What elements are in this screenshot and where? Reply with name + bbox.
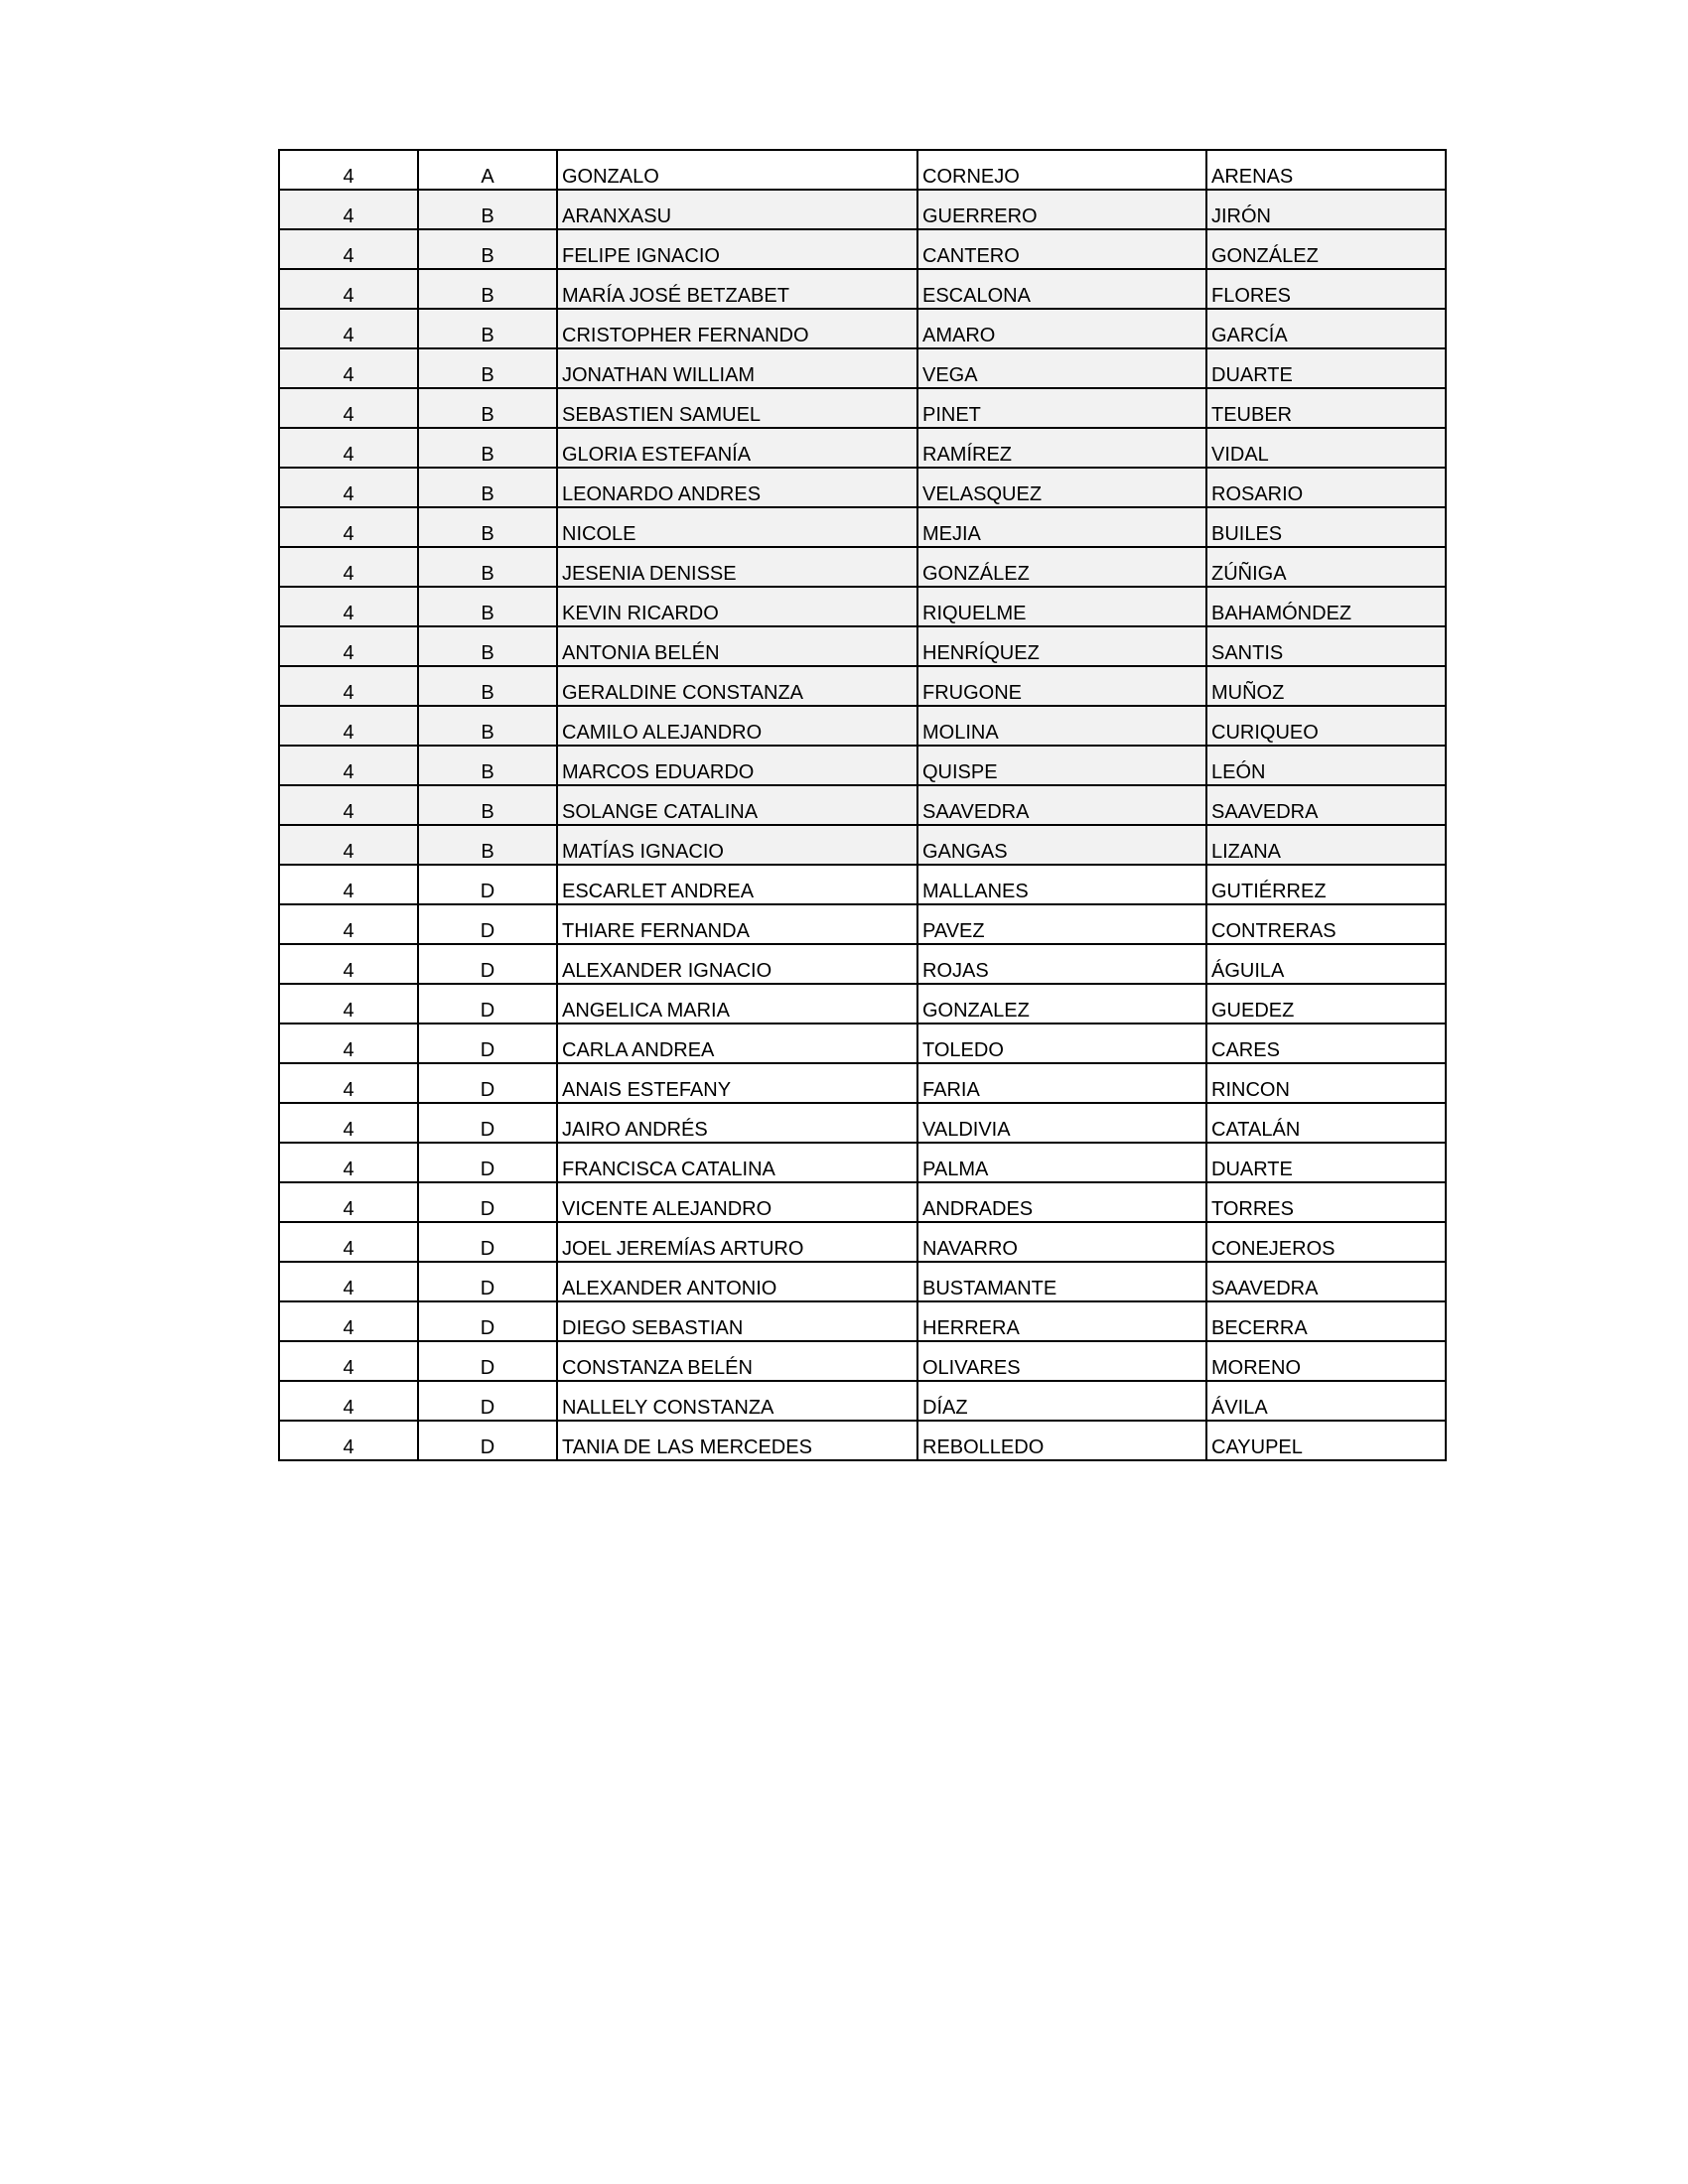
maternal-surname-cell: SAAVEDRA — [1206, 1262, 1446, 1301]
section-cell: B — [418, 547, 557, 587]
first-names-cell: SOLANGE CATALINA — [557, 785, 917, 825]
section-cell: D — [418, 1222, 557, 1262]
paternal-surname-cell: HERRERA — [917, 1301, 1206, 1341]
paternal-surname-cell: HENRÍQUEZ — [917, 626, 1206, 666]
table-row — [279, 944, 1446, 984]
maternal-surname-cell: CONTRERAS — [1206, 904, 1446, 944]
grade-cell: 4 — [279, 1421, 418, 1460]
first-names-cell: CRISTOPHER FERNANDO — [557, 309, 917, 348]
first-names-cell: ANAIS ESTEFANY — [557, 1063, 917, 1103]
maternal-surname-cell: CONEJEROS — [1206, 1222, 1446, 1262]
paternal-surname-cell: AMARO — [917, 309, 1206, 348]
paternal-surname-cell: VALDIVIA — [917, 1103, 1206, 1143]
paternal-surname-cell: ROJAS — [917, 944, 1206, 984]
section-cell: B — [418, 666, 557, 706]
first-names-cell: ANGELICA MARIA — [557, 984, 917, 1024]
grade-cell: 4 — [279, 944, 418, 984]
maternal-surname-cell: CARES — [1206, 1024, 1446, 1063]
table-row — [279, 904, 1446, 944]
grade-cell: 4 — [279, 785, 418, 825]
maternal-surname-cell: LIZANA — [1206, 825, 1446, 865]
table-row — [279, 1421, 1446, 1460]
maternal-surname-cell: CAYUPEL — [1206, 1421, 1446, 1460]
maternal-surname-cell: GONZÁLEZ — [1206, 229, 1446, 269]
table-row — [279, 706, 1446, 746]
grade-cell: 4 — [279, 825, 418, 865]
section-cell: B — [418, 468, 557, 507]
table-row — [279, 1341, 1446, 1381]
student-roster-table — [278, 149, 1447, 1461]
grade-cell: 4 — [279, 309, 418, 348]
paternal-surname-cell: FRUGONE — [917, 666, 1206, 706]
section-cell: D — [418, 865, 557, 904]
paternal-surname-cell: MALLANES — [917, 865, 1206, 904]
grade-cell: 4 — [279, 547, 418, 587]
section-cell: B — [418, 229, 557, 269]
maternal-surname-cell: LEÓN — [1206, 746, 1446, 785]
table-row — [279, 428, 1446, 468]
table-row — [279, 1262, 1446, 1301]
table-row — [279, 865, 1446, 904]
section-cell: B — [418, 706, 557, 746]
maternal-surname-cell: BAHAMÓNDEZ — [1206, 587, 1446, 626]
table-row — [279, 1024, 1446, 1063]
table-row — [279, 507, 1446, 547]
grade-cell: 4 — [279, 190, 418, 229]
maternal-surname-cell: MORENO — [1206, 1341, 1446, 1381]
first-names-cell: TANIA DE LAS MERCEDES — [557, 1421, 917, 1460]
section-cell: B — [418, 269, 557, 309]
table-row — [279, 1103, 1446, 1143]
section-cell: D — [418, 1063, 557, 1103]
first-names-cell: FRANCISCA CATALINA — [557, 1143, 917, 1182]
grade-cell: 4 — [279, 1381, 418, 1421]
grade-cell: 4 — [279, 1182, 418, 1222]
first-names-cell: CONSTANZA BELÉN — [557, 1341, 917, 1381]
first-names-cell: GLORIA ESTEFANÍA — [557, 428, 917, 468]
maternal-surname-cell: RINCON — [1206, 1063, 1446, 1103]
maternal-surname-cell: ZÚÑIGA — [1206, 547, 1446, 587]
maternal-surname-cell: BUILES — [1206, 507, 1446, 547]
first-names-cell: JONATHAN WILLIAM — [557, 348, 917, 388]
paternal-surname-cell: BUSTAMANTE — [917, 1262, 1206, 1301]
section-cell: D — [418, 944, 557, 984]
grade-cell: 4 — [279, 666, 418, 706]
table-row — [279, 984, 1446, 1024]
grade-cell: 4 — [279, 904, 418, 944]
table-row — [279, 1143, 1446, 1182]
table-row — [279, 468, 1446, 507]
first-names-cell: ALEXANDER ANTONIO — [557, 1262, 917, 1301]
first-names-cell: ESCARLET ANDREA — [557, 865, 917, 904]
table-row — [279, 785, 1446, 825]
paternal-surname-cell: NAVARRO — [917, 1222, 1206, 1262]
maternal-surname-cell: GARCÍA — [1206, 309, 1446, 348]
paternal-surname-cell: DÍAZ — [917, 1381, 1206, 1421]
section-cell: D — [418, 1024, 557, 1063]
grade-cell: 4 — [279, 150, 418, 190]
paternal-surname-cell: RAMÍREZ — [917, 428, 1206, 468]
paternal-surname-cell: MEJIA — [917, 507, 1206, 547]
grade-cell: 4 — [279, 1341, 418, 1381]
section-cell: B — [418, 825, 557, 865]
grade-cell: 4 — [279, 706, 418, 746]
first-names-cell: NALLELY CONSTANZA — [557, 1381, 917, 1421]
grade-cell: 4 — [279, 865, 418, 904]
maternal-surname-cell: BECERRA — [1206, 1301, 1446, 1341]
first-names-cell: DIEGO SEBASTIAN — [557, 1301, 917, 1341]
maternal-surname-cell: ROSARIO — [1206, 468, 1446, 507]
table-row — [279, 150, 1446, 190]
table-row — [279, 666, 1446, 706]
maternal-surname-cell: FLORES — [1206, 269, 1446, 309]
maternal-surname-cell: GUEDEZ — [1206, 984, 1446, 1024]
section-cell: D — [418, 1421, 557, 1460]
paternal-surname-cell: GUERRERO — [917, 190, 1206, 229]
paternal-surname-cell: ESCALONA — [917, 269, 1206, 309]
first-names-cell: JAIRO ANDRÉS — [557, 1103, 917, 1143]
section-cell: D — [418, 1103, 557, 1143]
first-names-cell: ANTONIA BELÉN — [557, 626, 917, 666]
paternal-surname-cell: PAVEZ — [917, 904, 1206, 944]
paternal-surname-cell: TOLEDO — [917, 1024, 1206, 1063]
paternal-surname-cell: GANGAS — [917, 825, 1206, 865]
section-cell: B — [418, 507, 557, 547]
maternal-surname-cell: ÁVILA — [1206, 1381, 1446, 1421]
grade-cell: 4 — [279, 229, 418, 269]
table-row — [279, 1301, 1446, 1341]
first-names-cell: GONZALO — [557, 150, 917, 190]
grade-cell: 4 — [279, 626, 418, 666]
first-names-cell: VICENTE ALEJANDRO — [557, 1182, 917, 1222]
section-cell: D — [418, 1182, 557, 1222]
grade-cell: 4 — [279, 984, 418, 1024]
maternal-surname-cell: TORRES — [1206, 1182, 1446, 1222]
paternal-surname-cell: QUISPE — [917, 746, 1206, 785]
grade-cell: 4 — [279, 428, 418, 468]
grade-cell: 4 — [279, 1143, 418, 1182]
section-cell: A — [418, 150, 557, 190]
maternal-surname-cell: CATALÁN — [1206, 1103, 1446, 1143]
paternal-surname-cell: VEGA — [917, 348, 1206, 388]
paternal-surname-cell: MOLINA — [917, 706, 1206, 746]
section-cell: B — [418, 746, 557, 785]
section-cell: B — [418, 428, 557, 468]
first-names-cell: JOEL JEREMÍAS ARTURO — [557, 1222, 917, 1262]
section-cell: D — [418, 1381, 557, 1421]
grade-cell: 4 — [279, 468, 418, 507]
paternal-surname-cell: VELASQUEZ — [917, 468, 1206, 507]
grade-cell: 4 — [279, 269, 418, 309]
first-names-cell: MARÍA JOSÉ BETZABET — [557, 269, 917, 309]
table-row — [279, 309, 1446, 348]
grade-cell: 4 — [279, 1222, 418, 1262]
paternal-surname-cell: GONZÁLEZ — [917, 547, 1206, 587]
paternal-surname-cell: RIQUELME — [917, 587, 1206, 626]
maternal-surname-cell: MUÑOZ — [1206, 666, 1446, 706]
paternal-surname-cell: GONZALEZ — [917, 984, 1206, 1024]
table-row — [279, 1182, 1446, 1222]
paternal-surname-cell: ANDRADES — [917, 1182, 1206, 1222]
grade-cell: 4 — [279, 388, 418, 428]
section-cell: B — [418, 388, 557, 428]
table-row — [279, 388, 1446, 428]
table-row — [279, 626, 1446, 666]
maternal-surname-cell: JIRÓN — [1206, 190, 1446, 229]
maternal-surname-cell: CURIQUEO — [1206, 706, 1446, 746]
maternal-surname-cell: TEUBER — [1206, 388, 1446, 428]
section-cell: D — [418, 1301, 557, 1341]
table-row — [279, 1381, 1446, 1421]
table-row — [279, 587, 1446, 626]
first-names-cell: SEBASTIEN SAMUEL — [557, 388, 917, 428]
section-cell: B — [418, 626, 557, 666]
maternal-surname-cell: DUARTE — [1206, 348, 1446, 388]
paternal-surname-cell: PINET — [917, 388, 1206, 428]
paternal-surname-cell: PALMA — [917, 1143, 1206, 1182]
maternal-surname-cell: GUTIÉRREZ — [1206, 865, 1446, 904]
table-row — [279, 1063, 1446, 1103]
table-row — [279, 348, 1446, 388]
first-names-cell: LEONARDO ANDRES — [557, 468, 917, 507]
maternal-surname-cell: DUARTE — [1206, 1143, 1446, 1182]
table-row — [279, 746, 1446, 785]
table-row — [279, 1222, 1446, 1262]
section-cell: D — [418, 904, 557, 944]
first-names-cell: CAMILO ALEJANDRO — [557, 706, 917, 746]
table-row — [279, 825, 1446, 865]
grade-cell: 4 — [279, 746, 418, 785]
maternal-surname-cell: ÁGUILA — [1206, 944, 1446, 984]
paternal-surname-cell: CANTERO — [917, 229, 1206, 269]
section-cell: B — [418, 348, 557, 388]
section-cell: B — [418, 587, 557, 626]
section-cell: B — [418, 785, 557, 825]
section-cell: B — [418, 190, 557, 229]
grade-cell: 4 — [279, 1024, 418, 1063]
roster-table-body — [279, 150, 1446, 1460]
first-names-cell: CARLA ANDREA — [557, 1024, 917, 1063]
paternal-surname-cell: CORNEJO — [917, 150, 1206, 190]
grade-cell: 4 — [279, 1262, 418, 1301]
grade-cell: 4 — [279, 507, 418, 547]
first-names-cell: ARANXASU — [557, 190, 917, 229]
first-names-cell: JESENIA DENISSE — [557, 547, 917, 587]
section-cell: B — [418, 309, 557, 348]
table-row — [279, 190, 1446, 229]
first-names-cell: NICOLE — [557, 507, 917, 547]
first-names-cell: MATÍAS IGNACIO — [557, 825, 917, 865]
section-cell: D — [418, 1262, 557, 1301]
section-cell: D — [418, 1341, 557, 1381]
paternal-surname-cell: OLIVARES — [917, 1341, 1206, 1381]
table-row — [279, 547, 1446, 587]
maternal-surname-cell: SANTIS — [1206, 626, 1446, 666]
paternal-surname-cell: FARIA — [917, 1063, 1206, 1103]
paternal-surname-cell: REBOLLEDO — [917, 1421, 1206, 1460]
first-names-cell: GERALDINE CONSTANZA — [557, 666, 917, 706]
grade-cell: 4 — [279, 1301, 418, 1341]
maternal-surname-cell: ARENAS — [1206, 150, 1446, 190]
first-names-cell: THIARE FERNANDA — [557, 904, 917, 944]
maternal-surname-cell: VIDAL — [1206, 428, 1446, 468]
paternal-surname-cell: SAAVEDRA — [917, 785, 1206, 825]
grade-cell: 4 — [279, 1063, 418, 1103]
table-row — [279, 229, 1446, 269]
first-names-cell: MARCOS EDUARDO — [557, 746, 917, 785]
first-names-cell: FELIPE IGNACIO — [557, 229, 917, 269]
first-names-cell: KEVIN RICARDO — [557, 587, 917, 626]
maternal-surname-cell: SAAVEDRA — [1206, 785, 1446, 825]
grade-cell: 4 — [279, 587, 418, 626]
section-cell: D — [418, 984, 557, 1024]
grade-cell: 4 — [279, 348, 418, 388]
section-cell: D — [418, 1143, 557, 1182]
grade-cell: 4 — [279, 1103, 418, 1143]
table-row — [279, 269, 1446, 309]
first-names-cell: ALEXANDER IGNACIO — [557, 944, 917, 984]
